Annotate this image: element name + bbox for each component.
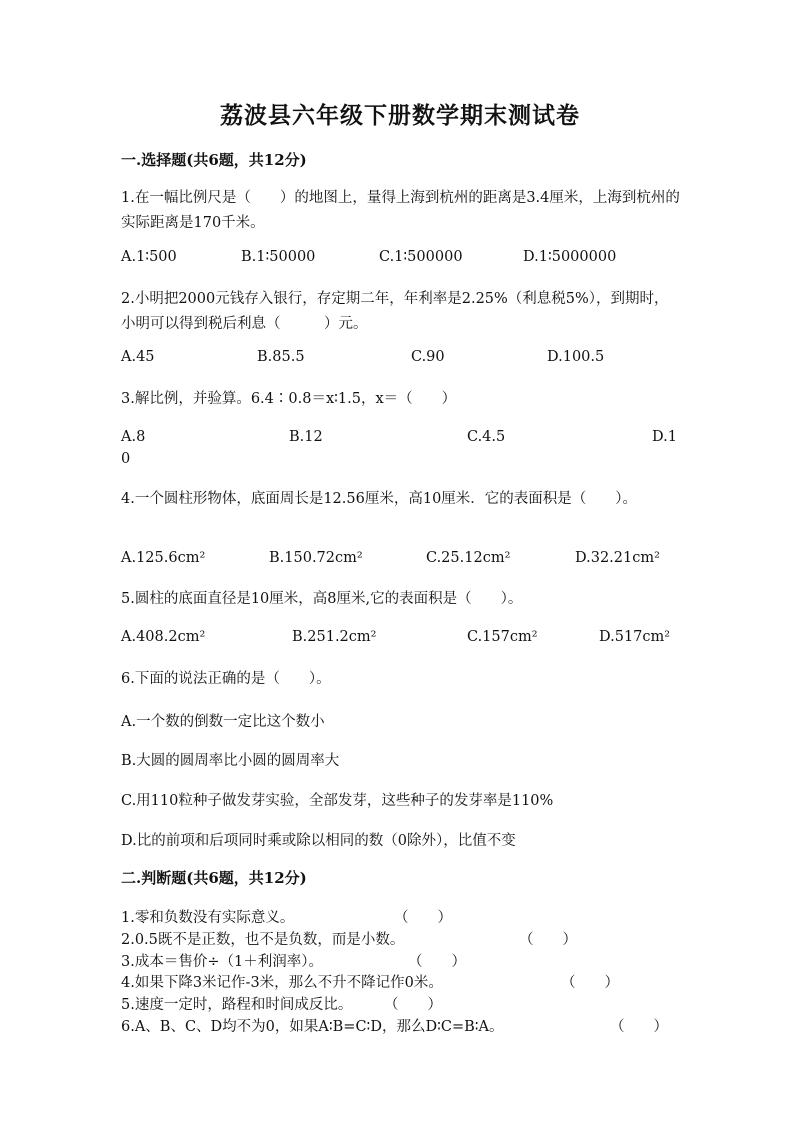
option-d: D.100.5 <box>547 349 605 365</box>
option-b: B.251.2cm² <box>292 629 377 645</box>
question-6-option-a: A.一个数的倒数一定比这个数小 <box>121 714 325 730</box>
question-6-option-b: B.大圆的圆周率比小圆的圆周率大 <box>121 753 340 769</box>
question-6-stem: 6.下面的说法正确的是（ ）。 <box>121 671 331 687</box>
question-2-options <box>121 349 681 371</box>
option-b: B.1∶50000 <box>241 249 316 265</box>
judge-item-1-paren: （ ） <box>394 910 452 926</box>
option-a: A.45 <box>121 349 155 365</box>
judge-item-3-paren: （ ） <box>408 954 466 970</box>
judge-item-6: 6.A、B、C、D均不为0，如果A∶B=C∶D，那么D∶C=B∶A。 <box>121 1019 504 1035</box>
option-c: C.25.12cm² <box>426 550 511 566</box>
question-2-stem: 2.小明把2000元钱存入银行，存定期二年，年利率是2.25%（利息税5%），到期时，小明可以得到税后利息（ ）元。 <box>121 291 669 332</box>
option-a: A.8 <box>121 429 146 445</box>
question-6-option-d: D.比的前项和后项同时乘或除以相同的数（0除外），比值不变 <box>121 833 516 849</box>
option-b: B.150.72cm² <box>269 550 363 566</box>
judge-item-5: 5.速度一定时，路程和时间成反比。 <box>121 997 353 1013</box>
question-3-options <box>121 429 681 473</box>
judge-item-2: 2.0.5既不是正数，也不是负数，而是小数。 <box>121 932 405 948</box>
question-3-stem: 3.解比例，并验算。6.4∶0.8＝x∶1.5，x＝（ ） <box>121 391 457 407</box>
question-4-options <box>121 550 681 572</box>
section-heading-choice: 一.选择题(共6题，共12分) <box>121 151 307 169</box>
question-1-stem: 1.在一幅比例尺是（ ）的地图上，量得上海到杭州的距离是3.4厘米，上海到杭州的实际距离是170千米。 <box>121 190 680 231</box>
section-heading-judgement: 二.判断题(共6题，共12分) <box>121 869 307 887</box>
option-a: A.1∶500 <box>121 249 177 265</box>
option-c: C.4.5 <box>467 429 506 445</box>
question-1-options <box>121 249 681 271</box>
page-title: 荔波县六年级下册数学期末测试卷 <box>220 102 580 129</box>
option-c: C.157cm² <box>467 629 538 645</box>
option-d-wrap: 0 <box>121 451 131 467</box>
judge-item-2-paren: （ ） <box>519 932 577 948</box>
judge-item-6-paren: （ ） <box>610 1019 668 1035</box>
option-d: D.517cm² <box>599 629 671 645</box>
option-d: D.1 <box>652 429 677 445</box>
option-b: B.85.5 <box>257 349 305 365</box>
judge-item-5-paren: （ ） <box>384 997 442 1013</box>
judge-item-3: 3.成本＝售价÷（1＋利润率）。 <box>121 954 323 970</box>
question-6-option-c: C.用110粒种子做发芽实验，全部发芽，这些种子的发芽率是110% <box>121 793 554 809</box>
option-c: C.1∶500000 <box>379 249 463 265</box>
option-c: C.90 <box>411 349 445 365</box>
question-5-stem: 5.圆柱的底面直径是10厘米，高8厘米,它的表面积是（ ）。 <box>121 591 523 607</box>
judge-item-4: 4.如果下降3米记作-3米，那么不升不降记作0米。 <box>121 975 443 991</box>
judge-item-4-paren: （ ） <box>561 975 619 991</box>
question-5-options <box>121 629 681 651</box>
option-b: B.12 <box>289 429 323 445</box>
option-d: D.32.21cm² <box>575 550 660 566</box>
option-a: A.408.2cm² <box>121 629 206 645</box>
option-a: A.125.6cm² <box>121 550 206 566</box>
option-d: D.1∶5000000 <box>523 249 617 265</box>
question-4-stem: 4.一个圆柱形物体，底面周长是12.56厘米，高10厘米．它的表面积是（ ）。 <box>121 491 638 507</box>
judge-item-1: 1.零和负数没有实际意义。 <box>121 910 295 926</box>
